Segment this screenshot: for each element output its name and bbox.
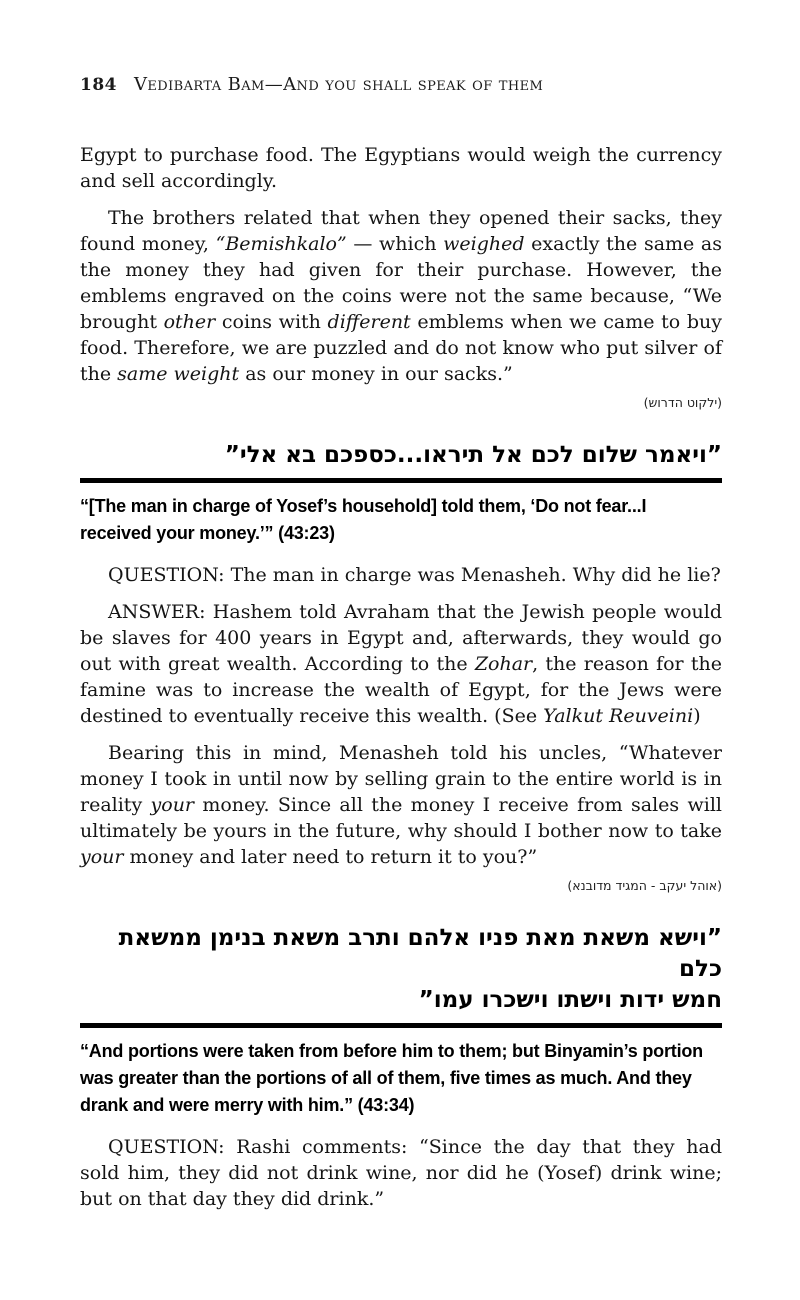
answer-paragraph-2: Bearing this in mind, Menasheh told his uncles, “Whatever money I took in until now by selling grain to the entire world is in reality your money. Since all the money I receive from sales will ultimately be yours in the future, why should I bother now to take your money and later need to return it to you?”	[80, 742, 722, 868]
hebrew-verse-header-line2: חמש ידות וישתו וישכרו עמו”	[418, 987, 722, 1013]
citation-ohel-yaakov: (אוהל יעקב - המגיד מדובנא)	[567, 878, 722, 893]
page-number: 184	[80, 75, 117, 95]
question-paragraph: QUESTION: Rashi comments: “Since the day that they had sold him, they did not drink wine, nor did he (Yosef) drink wine; but on that day they did drink.”	[80, 1136, 722, 1210]
verse-translation: “[The man in charge of Yosef’s household] told them, ‘Do not fear...I received your money.’” (43:23)	[80, 496, 647, 543]
section-do-not-fear	[80, 440, 722, 893]
answer-paragraph-1: ANSWER: Hashem told Avraham that the Jewish people would be slaves for 400 years in Egypt and, afterwards, they would go out with great wealth. According to the Zohar, the reason for the famine was to increase the wealth of Egypt, for the Jews were destined to eventually receive this wealth. (See Yalkut Reuveini)	[80, 601, 722, 727]
section-portions	[80, 923, 722, 1212]
paragraph-brothers-related: The brothers related that when they opened their sacks, they found money, “Bemishkalo” — which weighed exactly the same as the money they had given for their purchase. However, the emblems engraved on the coins were not the same because, “We brought other coins with different emblems when we came to buy food. Therefore, we are puzzled and do not know who put silver of the same weight as our money in our sacks.”	[80, 207, 723, 385]
divider-rule	[80, 478, 722, 483]
hebrew-verse-header: ”ויאמר שלום לכם אל תיראו...כספכם בא אלי”	[224, 442, 722, 468]
citation-yalkut-hadrush: (ילקוט הדרוש)	[643, 395, 722, 410]
question-paragraph: QUESTION: The man in charge was Menasheh. Why did he lie?	[108, 564, 721, 586]
hebrew-verse-header-line1: ”וישא משאת מאת פניו אלהם ותרב משאת בנימן ממשאת כלם	[118, 925, 722, 982]
book-title: Vedibarta Bam—And you shall speak of them	[134, 74, 544, 95]
verse-translation: “And portions were taken from before him to them; but Binyamin’s portion was greater than the portions of all of them, five times as much. And they drank and were merry with him.” (43:34)	[80, 1041, 703, 1115]
paragraph-intro-continuation: Egypt to purchase food. The Egyptians would weigh the currency and sell accordingly.	[80, 144, 722, 192]
divider-rule	[80, 1023, 722, 1028]
running-head	[80, 74, 722, 95]
